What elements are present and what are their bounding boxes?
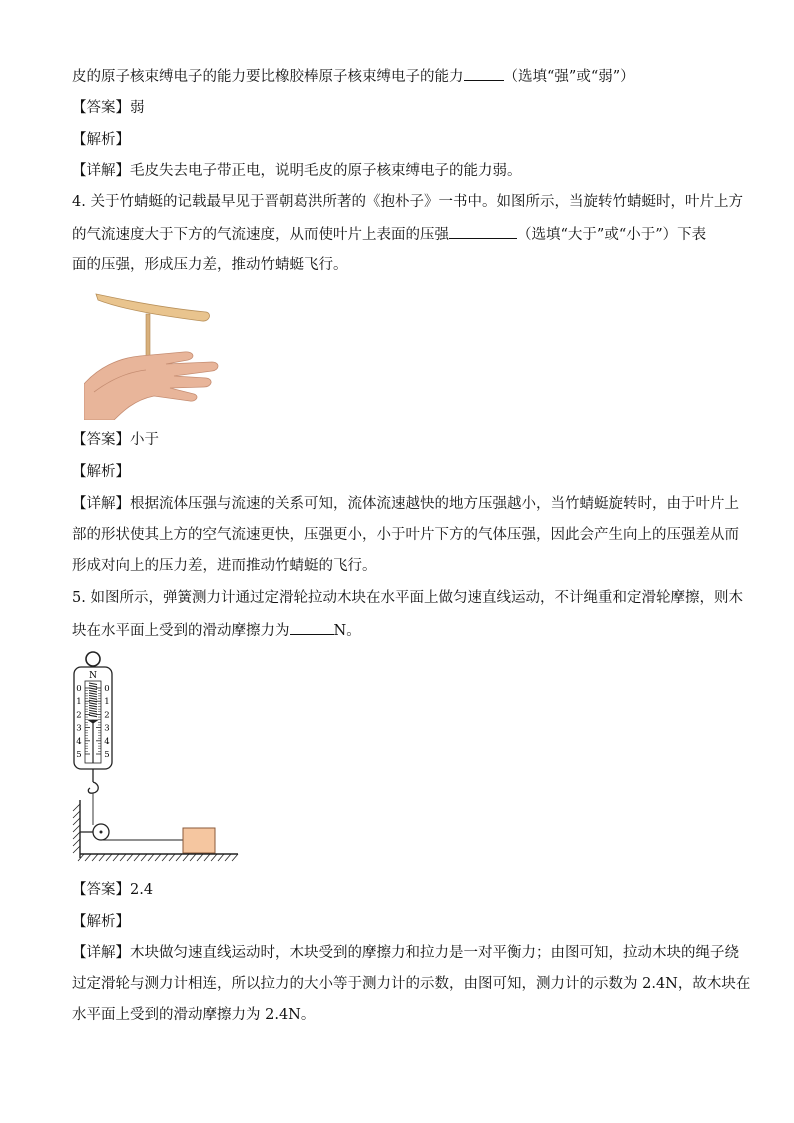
ground-hatch-line [232,854,238,861]
answer-tag: 【答案】 [72,432,130,448]
q4-stem-line-2: 的气流速度大于下方的气流速度，从而使叶片上表面的压强 （选填“大于”或“小于”）下表 [72,224,706,245]
scale-tick-label-left: 4 [76,736,82,747]
q4-answer: 【答案】小于 [72,432,159,448]
q5-detail-line-3: 水平面上受到的滑动摩擦力为 2.4N。 [72,1007,316,1023]
q3-detail: 【详解】毛皮失去电子带正电，说明毛皮的原子核束缚电子的能力弱。 [72,163,522,179]
ground-hatch-line [155,854,161,861]
q4-stem-line-3: 面的压强，形成压力差，推动竹蜻蜓飞行。 [72,257,348,273]
ground-hatch-line [92,854,98,861]
scale-tick-label-right: 0 [104,684,110,694]
ground-hatch-line [141,854,147,861]
q5-detail-line-2: 过定滑轮与测力计相连，所以拉力的大小等于测力计的示数，由图可知，测力计的示数为 2.4N，故木块在 [72,976,751,992]
q3-answer-blank [464,66,504,81]
detail-tag: 【详解】 [72,945,130,961]
ground-hatch-line [120,854,126,861]
ground-hatch-line [197,854,203,861]
ground-hatch-line [78,854,84,861]
ground-hatch-line [218,854,224,861]
q4-analysis [72,462,130,482]
scale-tick-label-right: 1 [104,697,110,708]
analysis-tag: 【解析】 [72,132,130,148]
scale-tick-label-right: 3 [104,723,110,734]
q5-stem-line-1: 5. 如图所示，弹簧测力计通过定滑轮拉动木块在水平面上做匀速直线运动，不计绳重和定滑轮摩擦，则木 [72,590,743,606]
scale-tick-label-right: 4 [104,736,110,747]
q3-stem-line: 皮的原子核束缚电子的能力要比橡胶棒原子核束缚电子的能力 （选填“强”或“弱”） [72,66,635,87]
scale-tick-label-left: 0 [76,684,82,694]
q3-analysis [72,130,130,150]
q4-answer-blank [449,224,517,239]
ground-hatch-line [211,854,217,861]
ground-hatch-line [204,854,210,861]
q5-answer: 【答案】2.4 [72,882,154,898]
ground-hatch-line [113,854,119,861]
scale-tick-label-right: 5 [104,750,110,760]
answer-tag: 【答案】 [72,882,130,898]
scale-tick-label-left: 3 [76,723,82,734]
ground-hatch-line [225,854,231,861]
wooden-block [183,828,215,853]
ground-hatch-line [99,854,105,861]
answer-tag: 【答案】 [72,100,130,116]
ground-hatch-line [85,854,91,861]
ground-hatch-line [169,854,175,861]
scale-hook [88,782,98,793]
scale-tick-label-right: 2 [104,710,110,721]
ground-hatch-line [190,854,196,861]
ground-hatch-line [183,854,189,861]
ground-hatch-line [176,854,182,861]
q5-stem-line-2: 块在水平面上受到的滑动摩擦力为 N。 [72,620,361,641]
q4-stem-line-1: 4. 关于竹蜻蜓的记载最早见于晋朝葛洪所著的《抱朴子》一书中。如图所示，当旋转竹蜻蜓时，叶片上方 [72,194,743,210]
analysis-tag: 【解析】 [72,914,130,930]
analysis-tag: 【解析】 [72,464,130,480]
scale-tick-label-left: 1 [76,697,82,708]
q5-detail-line-1: 【详解】木块做匀速直线运动时，木块受到的摩擦力和拉力是一对平衡力；由图可知，拉动木块的绳子绕 [72,945,739,961]
q4-detail-line-3: 形成对向上的压力差，进而推动竹蜻蜓的飞行。 [72,558,377,574]
q5-answer-blank [290,620,334,635]
q3-answer: 【答案】弱 [72,100,145,116]
hanging-ring [86,652,100,666]
spring-scale-figure [68,648,244,864]
scale-tick-label-left: 5 [76,750,82,760]
scale-tick-label-left: 2 [76,710,82,721]
q4-detail-line-2: 部的形状使其上方的空气流速更快，压强更小，小于叶片下方的气体压强，因此会产生向上的压强差从而 [72,527,739,543]
ground-hatch-line [106,854,112,861]
bamboo-dragonfly-figure [84,288,224,420]
scale-unit-label: N [89,671,97,681]
ground-hatch-line [127,854,133,861]
ground-hatch-line [148,854,154,861]
detail-tag: 【详解】 [72,163,130,179]
detail-tag: 【详解】 [72,496,130,512]
q4-detail-line-1: 【详解】根据流体压强与流速的关系可知，流体流速越快的地方压强越小，当竹蜻蜓旋转时，由于叶片上 [72,496,739,512]
ground-hatch-line [134,854,140,861]
q5-analysis [72,912,130,932]
ground-hatch-line [162,854,168,861]
